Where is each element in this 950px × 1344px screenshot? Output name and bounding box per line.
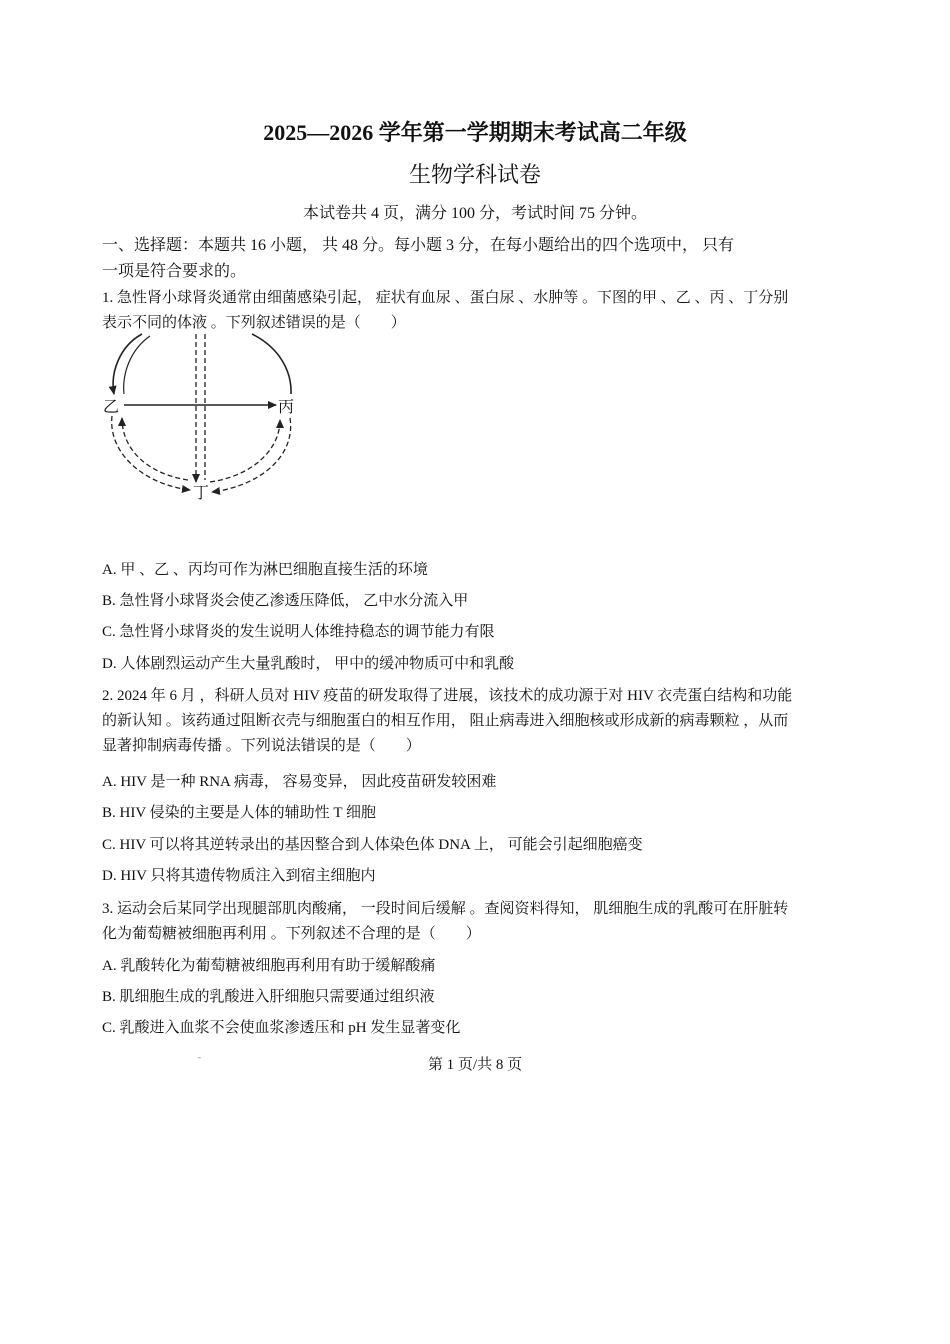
label-yi: 乙 [103,399,120,416]
question-1-stem-line2: 表示不同的体液 。下列叙述错误的是（ ） [102,315,406,331]
question-2-option-c: C. HIV 可以将其逆转录出的基因整合到人体染色体 DNA 上， 可能会引起细胞癌变 [102,837,643,853]
question-3-option-c: C. 乳酸进入血浆不会使血浆渗透压和 pH 发生显著变化 [102,1020,461,1036]
question-3-stem-line1: 3. 运动会后某同学出现腿部肌肉酸痛， 一段时间后缓解 。查阅资料得知， 肌细胞生成的乳酸可在肝脏转 [102,901,789,917]
section-heading [102,233,847,285]
body-fluid-diagram [92,332,312,504]
question-1-option-c: C. 急性肾小球肾炎的发生说明人体维持稳态的调节能力有限 [102,624,495,640]
question-2-option-d: D. HIV 只将其遗传物质注入到宿主细胞内 [102,868,376,884]
arc-to-bing [252,334,291,394]
exam-info: 本试卷共 4 页，满分 100 分，考试时间 75 分钟。 [302,205,647,222]
question-3-stem-line2: 化为葡萄糖被细胞再利用 。下列叙述不合理的是（ ） [102,926,481,942]
section-heading-line2: 一项是符合要求的。 [102,263,247,280]
label-bing: 丙 [278,399,295,416]
arc-to-yi [113,334,142,394]
question-3-option-a: A. 乳酸转化为葡萄糖被细胞再利用有助于缓解酸痛 [102,958,436,974]
question-2-stem-line3: 显著抑制病毒传播 。下列说法错误的是（ ） [102,738,421,754]
question-2-stem-line2: 的新认知 。该药通过阻断衣壳与细胞蛋白的相互作用， 阻止病毒进入细胞核或形成新的病毒颗粒 ，从而 [102,713,789,729]
dashed-arc-yi-ding-outer [112,416,190,490]
question-2-stem-line1: 2. 2024 年 6 月 ，科研人员对 HIV 疫苗的研发取得了进展，该技术的成功源于对 HIV 衣壳蛋白结构和功能 [102,688,793,704]
question-1-option-d: D. 人体剧烈运动产生大量乳酸时， 甲中的缓冲物质可中和乳酸 [102,656,515,672]
question-1-option-a: A. 甲 、乙 、丙均可作为淋巴细胞直接生活的环境 [102,562,428,578]
exam-subtitle: 生物学科试卷 [408,162,541,187]
dashed-arc-ding-yi-inner [122,418,188,480]
question-2-option-b: B. HIV 侵染的主要是人体的辅助性 T 细胞 [102,805,377,821]
dashed-arc-ding-bing-inner [210,420,280,482]
footer-mark: - [198,1052,201,1062]
question-3-stem [102,897,850,947]
question-1-stem-line1: 1. 急性肾小球肾炎通常由细菌感染引起， 症状有血尿 、蛋白尿 、水肿等 。下图的甲 、乙 、丙 、丁分别 [102,290,789,306]
question-2-option-a: A. HIV 是一种 RNA 病毒， 容易变异， 因此疫苗研发较困难 [102,774,497,790]
question-1-stem [102,286,850,336]
exam-title: 2025—2026 学年第一学期期末考试高二年级 [263,120,687,145]
page-number: 第 1 页/共 8 页 [427,1057,523,1073]
question-2-stem [102,684,850,759]
question-3-option-b: B. 肌细胞生成的乳酸进入肝细胞只需要通过组织液 [102,989,435,1005]
section-heading-line1: 一、选择题：本题共 16 小题， 共 48 分。每小题 3 分，在每小题给出的四个选项中， 只有 [102,237,735,254]
label-ding: 丁 [193,485,210,502]
question-1-option-b: B. 急性肾小球肾炎会使乙渗透压降低， 乙中水分流入甲 [102,593,469,609]
